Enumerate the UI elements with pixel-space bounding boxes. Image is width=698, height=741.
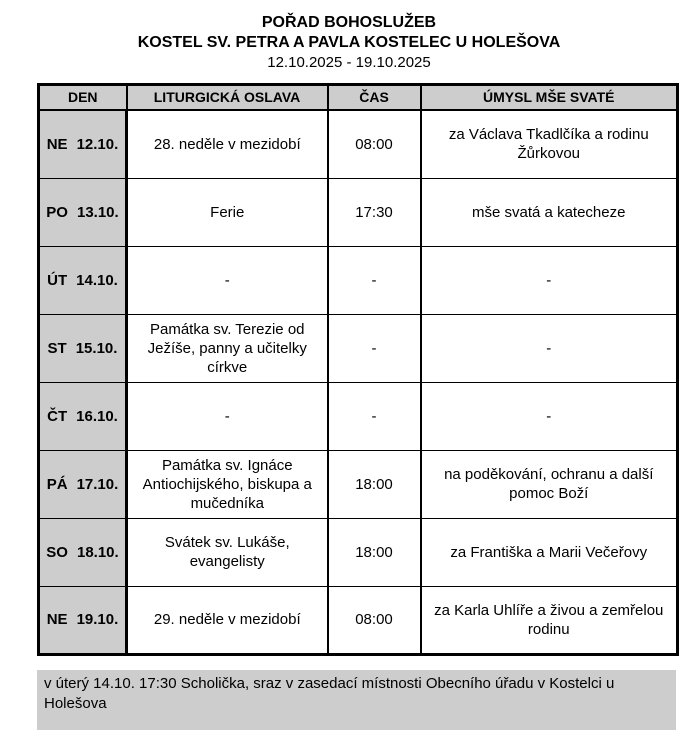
intention-cell: -: [421, 382, 678, 450]
intention-cell: -: [421, 246, 678, 314]
day-abbrev: PÁ: [46, 475, 68, 493]
document-header: [0, 0, 698, 73]
day-abbrev: NE: [46, 135, 68, 153]
day-label: [44, 610, 121, 629]
table-row: [39, 518, 678, 586]
time-cell: 18:00: [328, 518, 421, 586]
day-abbrev: SO: [46, 543, 68, 561]
day-cell: [39, 450, 127, 518]
column-header-cas: ČAS: [328, 85, 421, 111]
day-cell: [39, 246, 127, 314]
celebration-cell: Ferie: [127, 178, 328, 246]
intention-cell: za Václava Tkadlčíka a rodinu Žůrkovou: [421, 110, 678, 178]
day-date: 14.10.: [76, 271, 118, 289]
time-cell: 08:00: [328, 110, 421, 178]
schedule-table: [37, 83, 679, 656]
table-row: [39, 450, 678, 518]
date-range: 12.10.2025 - 19.10.2025: [267, 54, 431, 71]
table-row: [39, 178, 678, 246]
day-date: 19.10.: [76, 611, 119, 628]
intention-cell: za Karla Uhlíře a živou a zemřelou rodinu: [421, 586, 678, 654]
day-date: 15.10.: [75, 339, 118, 357]
day-label: [44, 135, 121, 154]
day-label: [44, 271, 121, 290]
day-cell: [39, 178, 127, 246]
day-abbrev: PO: [46, 203, 68, 221]
day-date: 13.10.: [76, 203, 119, 221]
celebration-cell: -: [127, 246, 328, 314]
time-cell: 17:30: [328, 178, 421, 246]
column-header-umysl: ÚMYSL MŠE SVATÉ: [421, 85, 678, 111]
celebration-cell: 29. neděle v mezidobí: [127, 586, 328, 654]
time-cell: 18:00: [328, 450, 421, 518]
day-cell: [39, 314, 127, 382]
day-label: [44, 203, 121, 222]
table-row: [39, 246, 678, 314]
day-date: 16.10.: [76, 407, 118, 425]
celebration-cell: Památka sv. Ignáce Antiochijského, biskupa a mučedníka: [127, 450, 328, 518]
intention-cell: -: [421, 314, 678, 382]
day-label: [44, 475, 121, 494]
day-date: 17.10.: [76, 475, 119, 493]
day-label: [44, 543, 121, 562]
time-cell: -: [328, 246, 421, 314]
table-row: [39, 314, 678, 382]
day-label: [44, 339, 121, 358]
table-row: [39, 586, 678, 654]
column-header-liturgicka-oslava: LITURGICKÁ OSLAVA: [127, 85, 328, 111]
church-name: KOSTEL SV. PETRA A PAVLA KOSTELEC U HOLEŠOVA: [137, 34, 561, 51]
day-date: 12.10.: [76, 135, 119, 153]
day-label: [44, 407, 121, 426]
time-cell: -: [328, 314, 421, 382]
day-cell: [39, 518, 127, 586]
intention-cell: za Františka a Marii Večeřovy: [421, 518, 678, 586]
celebration-cell: Svátek sv. Lukáše, evangelisty: [127, 518, 328, 586]
day-cell: [39, 382, 127, 450]
day-abbrev: NE: [46, 611, 68, 628]
day-abbrev: ST: [47, 339, 67, 357]
time-cell: 08:00: [328, 586, 421, 654]
page-title: POŘAD BOHOSLUŽEB: [261, 14, 437, 31]
celebration-cell: Památka sv. Terezie od Ježíše, panny a učitelky církve: [127, 314, 328, 382]
table-header-row: [39, 85, 678, 111]
day-abbrev: ČT: [47, 407, 68, 425]
intention-cell: mše svatá a katecheze: [421, 178, 678, 246]
celebration-cell: 28. neděle v mezidobí: [127, 110, 328, 178]
intention-cell: na poděkování, ochranu a další pomoc Boží: [421, 450, 678, 518]
footer-note: v úterý 14.10. 17:30 Scholička, sraz v zasedací místnosti Obecního úřadu v Kostelci u Holešova: [37, 670, 676, 730]
day-cell: [39, 586, 127, 654]
time-cell: -: [328, 382, 421, 450]
column-header-den: DEN: [39, 85, 127, 111]
day-date: 18.10.: [76, 543, 119, 561]
table-row: [39, 382, 678, 450]
celebration-cell: -: [127, 382, 328, 450]
table-row: [39, 110, 678, 178]
day-abbrev: ÚT: [47, 271, 68, 289]
day-cell: [39, 110, 127, 178]
